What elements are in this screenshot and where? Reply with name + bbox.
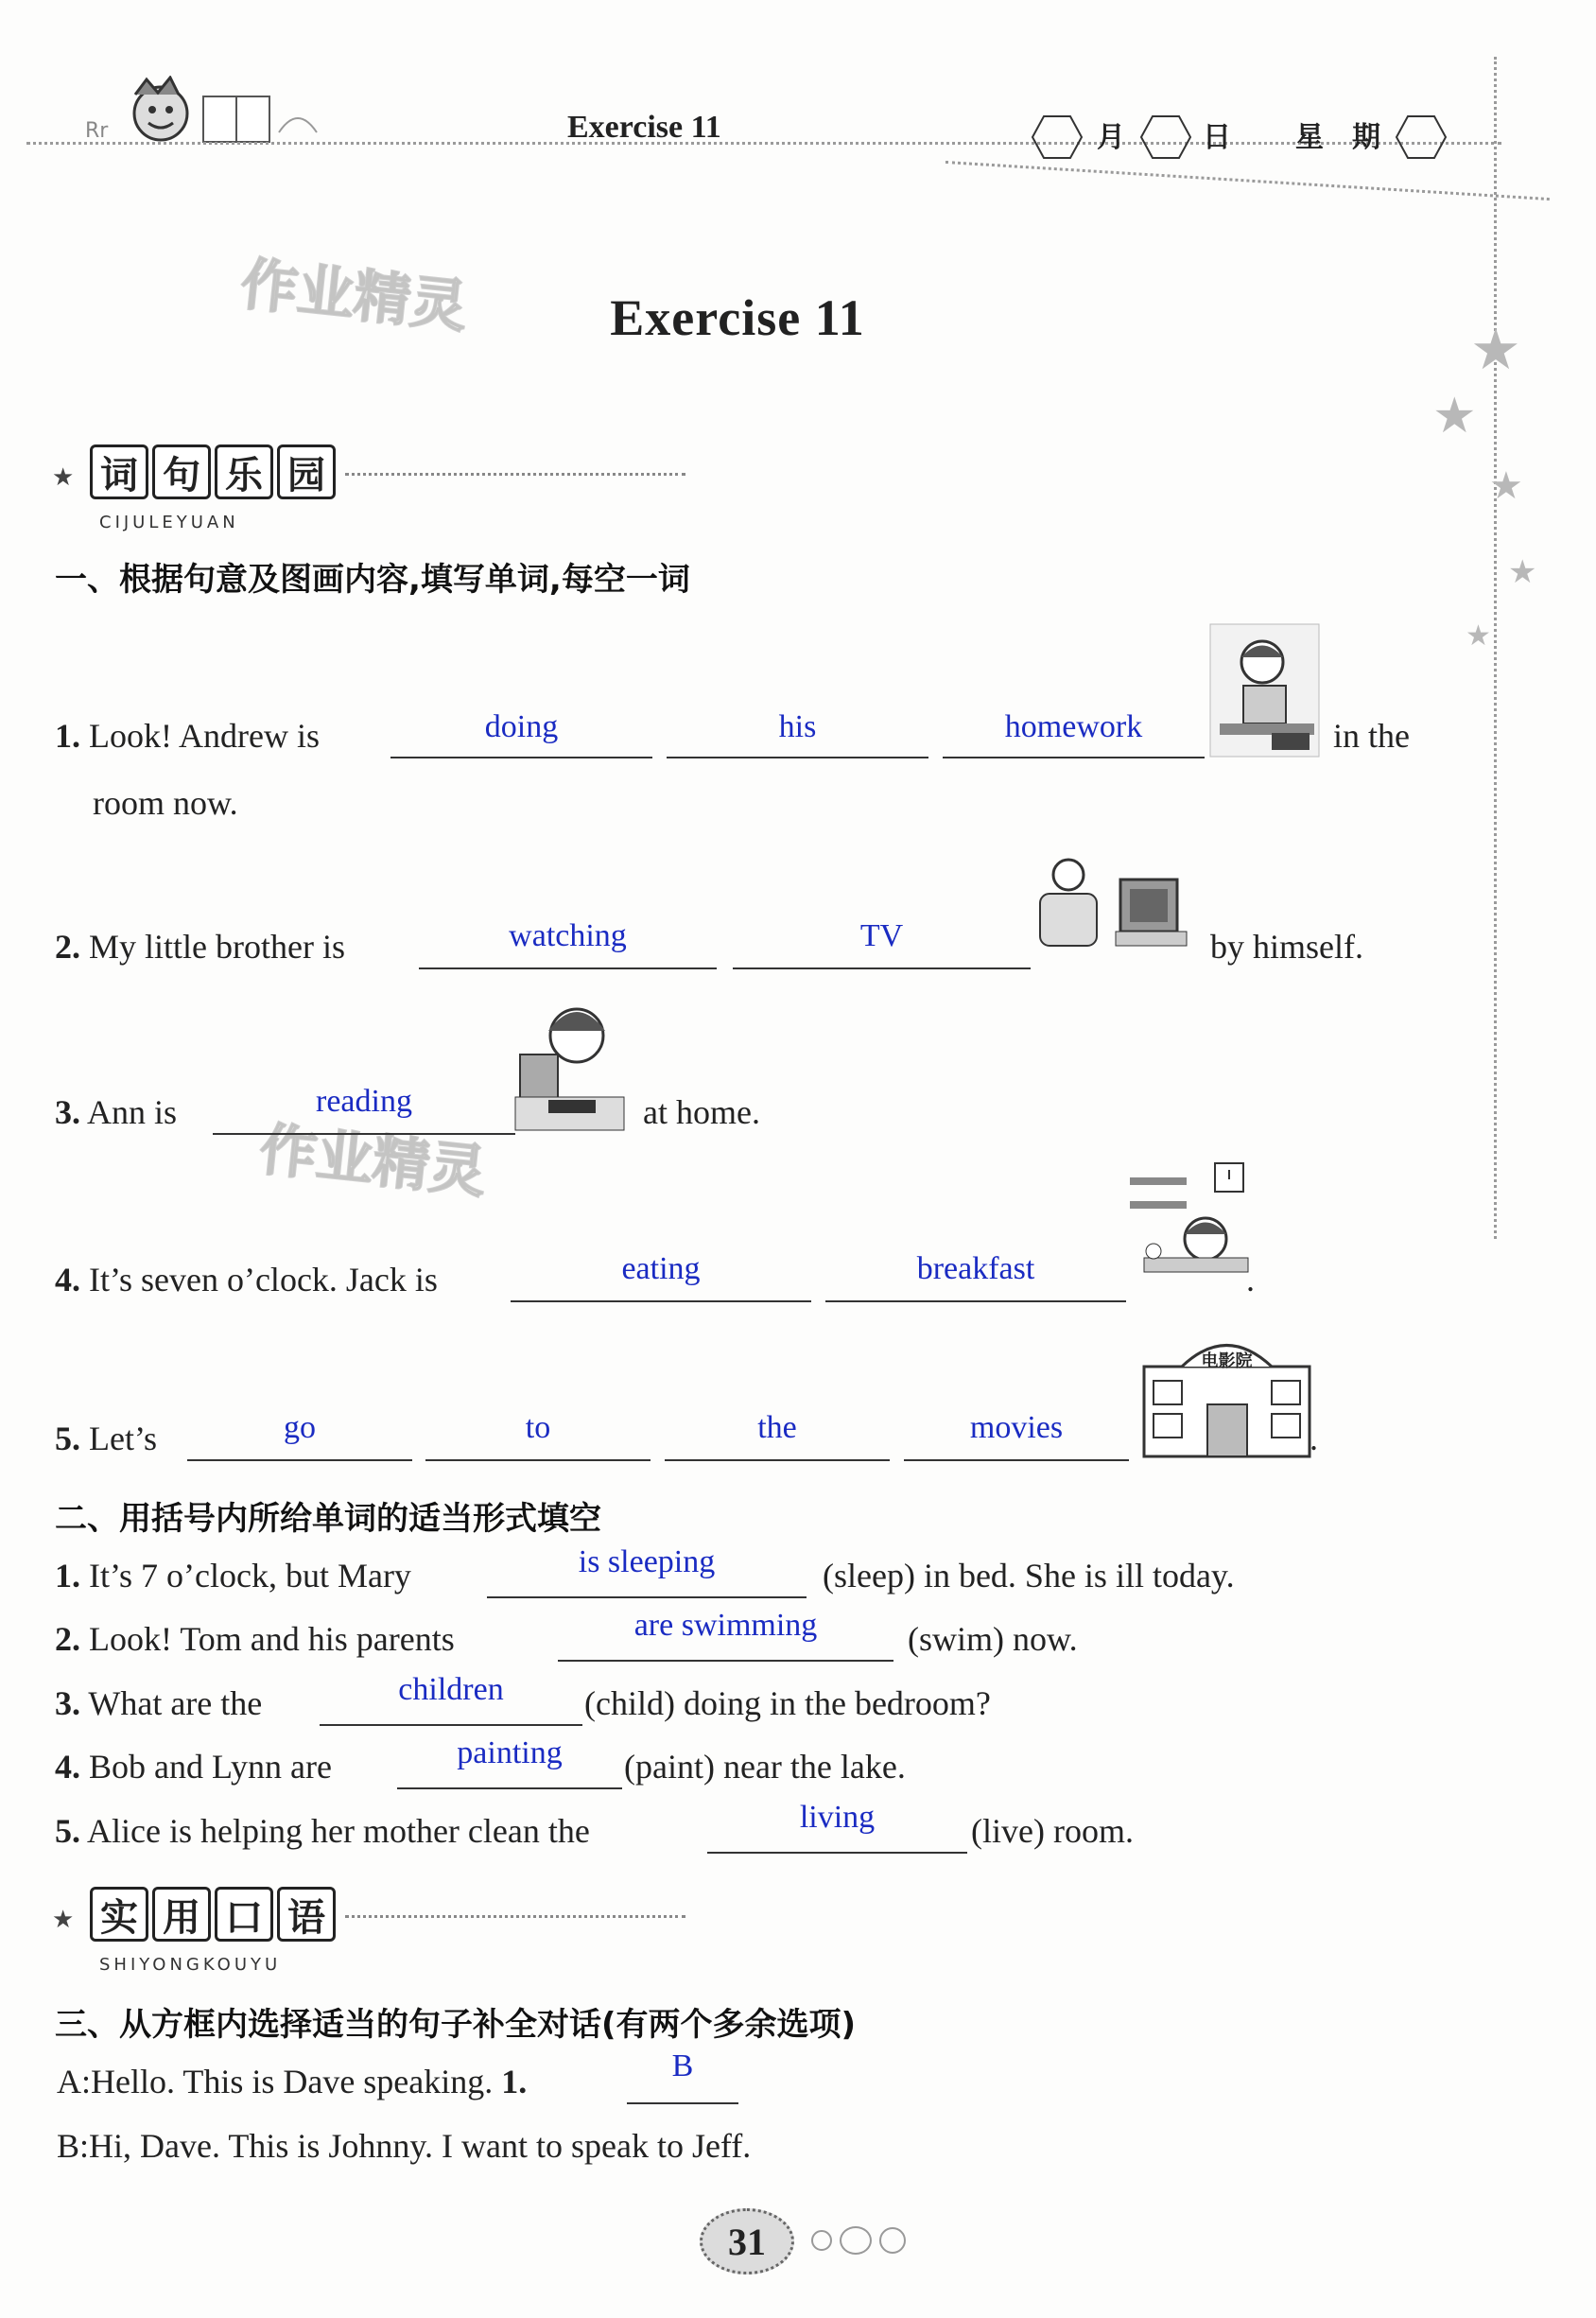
item-text-after: (live) room.: [971, 1812, 1134, 1850]
star-icon: ★: [1432, 390, 1477, 444]
footer-decoration: [811, 2230, 832, 2251]
star-icon: ★: [52, 463, 75, 491]
part2-item2-text: [55, 1619, 455, 1659]
month-label: 月: [1097, 121, 1125, 154]
star-icon: ★: [1489, 464, 1523, 507]
item-number: 3.: [55, 1093, 80, 1131]
part1-item3-text: [55, 1092, 177, 1132]
item-text: Let’s: [89, 1420, 157, 1457]
svg-text:Rr: Rr: [85, 119, 109, 143]
item-number: 1.: [55, 1557, 80, 1595]
star-icon: ★: [1508, 555, 1537, 590]
dialogue-line-b: [57, 2126, 751, 2166]
boy-eating-breakfast-illustration: [1125, 1159, 1258, 1300]
cinema-sign: 电影院: [1201, 1351, 1253, 1371]
right-margin-rule: [1494, 57, 1497, 1239]
banner-pinyin: CIJULEYUAN: [99, 513, 239, 532]
part2-item1-text: [55, 1556, 411, 1595]
week-label-1: 星: [1295, 121, 1324, 154]
item-text: Alice is helping her mother clean the: [87, 1812, 590, 1850]
banner-pinyin: SHIYONGKOUYU: [99, 1955, 282, 1975]
part1-heading: 一、根据句意及图画内容,填写单词,每空一词: [55, 561, 690, 599]
banner-dotted-line: [345, 1915, 685, 1918]
handwritten-answer: breakfast: [916, 1251, 1035, 1286]
item-text-after: (swim) now.: [908, 1620, 1078, 1658]
part1-item5-text: [55, 1419, 157, 1458]
day-label: 日: [1203, 121, 1231, 154]
banner-char: 口: [215, 1887, 273, 1942]
boy-doing-homework-illustration: [1206, 619, 1324, 761]
star-icon: ★: [1466, 620, 1491, 652]
banner-char: 乐: [215, 444, 273, 499]
banner-dotted-line: [345, 473, 685, 476]
speaker-label: A:: [57, 2063, 91, 2100]
item-number: 1.: [501, 2063, 528, 2100]
handwritten-answer: go: [284, 1410, 316, 1445]
item-text-continued: room now.: [93, 784, 238, 822]
hex-blank-weekday: [1395, 113, 1448, 161]
hex-blank-month: [1031, 113, 1084, 161]
running-title: Exercise 11: [567, 110, 721, 145]
hex-blank-day: [1139, 113, 1192, 161]
header-dotted-rule-slanted: [945, 161, 1550, 200]
item-text: Look! Tom and his parents: [89, 1620, 455, 1658]
item-text-after: (sleep) in bed. She is ill today.: [823, 1557, 1235, 1595]
dialogue-text: Hi, Dave. This is Johnny. I want to speak to Jeff.: [89, 2127, 752, 2165]
header-mascot-decoration: [80, 76, 355, 151]
handwritten-answer: his: [778, 709, 817, 744]
part1-item4-text: [55, 1260, 438, 1299]
item-number: 3.: [55, 1684, 80, 1722]
part1-item2-text: [55, 927, 345, 967]
item-text: My little brother is: [89, 928, 345, 966]
watermark: 作业精灵: [237, 251, 471, 341]
item-text: What are the: [88, 1684, 263, 1722]
item-number: 2.: [55, 1620, 80, 1658]
dialogue-text: Hello. This is Dave speaking.: [91, 2063, 494, 2100]
item-text: Look! Andrew is: [89, 717, 320, 755]
banner-char: 语: [277, 1887, 336, 1942]
part2-item3-text: [55, 1683, 262, 1723]
item-number: 1.: [55, 717, 80, 755]
item-text-after: in the: [1333, 717, 1410, 755]
part1-item1-text: [55, 716, 320, 756]
handwritten-answer: B: [671, 2048, 694, 2083]
cinema-building-illustration: [1139, 1329, 1314, 1461]
item-text: It’s 7 o’clock, but Mary: [89, 1557, 411, 1595]
item-text-after: (child) doing in the bedroom?: [584, 1684, 991, 1722]
handwritten-answer: reading: [316, 1084, 412, 1119]
item-text: Ann is: [87, 1093, 178, 1131]
part2-item5-text: [55, 1811, 590, 1851]
part2-heading: 二、用括号内所给单词的适当形式填空: [55, 1500, 601, 1538]
item-text-after: .: [1310, 1420, 1318, 1457]
handwritten-answer: homework: [1004, 709, 1143, 744]
handwritten-answer: are swimming: [633, 1608, 818, 1643]
item-text-after: at home.: [643, 1093, 760, 1131]
item-text-after: (paint) near the lake.: [624, 1748, 906, 1786]
footer-decoration: [879, 2227, 906, 2254]
handwritten-answer: is sleeping: [578, 1544, 716, 1579]
item-number: 2.: [55, 928, 80, 966]
handwritten-answer: watching: [509, 918, 627, 953]
part3-heading: 三、从方框内选择适当的句子补全对话(有两个多余选项): [55, 2006, 857, 2044]
footer-decoration: [840, 2226, 872, 2255]
handwritten-answer: painting: [457, 1735, 563, 1770]
item-number: 4.: [55, 1261, 80, 1298]
speaker-label: B:: [57, 2127, 90, 2165]
dialogue-line-a: [57, 2062, 527, 2101]
handwritten-answer: the: [757, 1410, 797, 1445]
item-number: 4.: [55, 1748, 80, 1786]
item-text: Bob and Lynn are: [89, 1748, 332, 1786]
week-label-2: 期: [1352, 121, 1380, 154]
handwritten-answer: living: [799, 1800, 876, 1835]
page-title: Exercise 11: [610, 289, 865, 346]
part2-item4-text: [55, 1747, 332, 1786]
watermark: 作业精灵: [256, 1116, 490, 1207]
page-number: 31: [700, 2208, 794, 2274]
banner-char: 用: [152, 1887, 211, 1942]
girl-reading-illustration: [511, 988, 629, 1135]
handwritten-answer: to: [525, 1410, 551, 1445]
header-dotted-rule: [26, 142, 1501, 145]
boy-watching-tv-illustration: [1031, 851, 1196, 965]
item-text-after: .: [1246, 1261, 1255, 1298]
handwritten-answer: doing: [484, 709, 559, 744]
item-number: 5.: [55, 1812, 80, 1850]
handwritten-answer: children: [398, 1672, 504, 1707]
banner-char: 实: [90, 1887, 148, 1942]
banner-char: 句: [152, 444, 211, 499]
star-icon: ★: [52, 1906, 75, 1933]
handwritten-answer: movies: [969, 1410, 1064, 1445]
item-number: 5.: [55, 1420, 80, 1457]
star-icon: ★: [1470, 319, 1521, 381]
item-text: It’s seven o’clock. Jack is: [89, 1261, 438, 1298]
item-text-after: by himself.: [1210, 928, 1363, 966]
banner-char: 词: [90, 444, 148, 499]
handwritten-answer: eating: [621, 1251, 701, 1286]
banner-char: 园: [277, 444, 336, 499]
handwritten-answer: TV: [859, 918, 904, 953]
